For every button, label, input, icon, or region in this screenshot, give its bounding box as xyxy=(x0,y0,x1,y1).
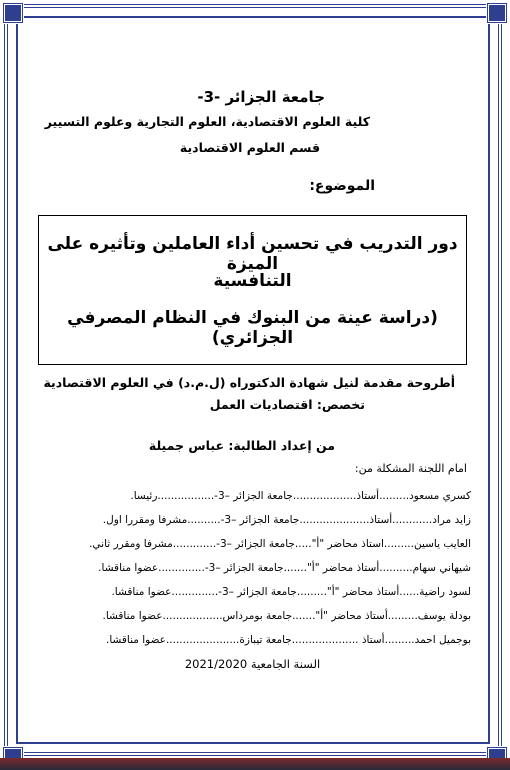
academic-year: السنة الجامعية 2021/2020 xyxy=(184,657,321,671)
jury-member: بوجميل احمد.........أستاذ ....................جامعة تيبازة......................عضوا مناقشا. xyxy=(105,634,471,646)
jury-member: شيهاني سهام..........أستاذ محاضر "أ".......جامعة الجزائر –3-..............عضوا مناقشا. xyxy=(98,562,471,574)
bottom-strip xyxy=(0,758,510,770)
title-line-1: دور التدريب في تحسين أداء العاملين وتأثيره على الميزة xyxy=(47,234,458,274)
faculty-name: كلية العلوم الاقتصادية، العلوم التجارية وعلوم التسيير xyxy=(44,114,370,129)
title-line-2: التنافسية xyxy=(213,271,292,291)
corner-ornament xyxy=(486,2,508,24)
university-name: جامعة الجزائر -3- xyxy=(197,88,325,106)
jury-member: لسود راضية......أستاذ محاضر "أ".........جامعة الجزائر –3-..............عضوا مناقشا. xyxy=(111,586,471,598)
specialization: تخصص: اقتصاديات العمل xyxy=(209,397,365,412)
jury-heading: امام اللجنة المشكلة من: xyxy=(354,462,467,475)
jury-member: بودلة يوسف.........أستاذ محاضر "أ".......جامعة بومرداس..................عضوا مناقشا. xyxy=(102,610,471,622)
thesis-statement: أطروحة مقدمة لنيل شهادة الدكتوراه (ل.م.د) في العلوم الاقتصادية xyxy=(43,375,455,390)
cover-page xyxy=(30,30,475,730)
title-line-3: (دراسة عينة من البنوك في النظام المصرفي الجزائري) xyxy=(67,308,438,348)
student-name: من إعداد الطالبة: عباس جميلة xyxy=(148,438,335,453)
corner-ornament xyxy=(2,2,24,24)
title-box xyxy=(38,215,467,365)
jury-member: العايب ياسين.........استاذ محاضر "أ".....جامعة الجزائر –3-.............مشرفا ومقرر ثاني. xyxy=(89,538,471,550)
jury-member: زايد مراد............أستاذ.....................جامعة الجزائر –3-..........مشرفا ومقررا اول. xyxy=(102,514,471,526)
jury-member: كسري مسعود.........أستاذ...................جامعة الجزائر –3-.................رئيسا. xyxy=(130,490,471,502)
subject-label: الموضوع: xyxy=(309,178,375,194)
department-name: قسم العلوم الاقتصادية xyxy=(179,140,320,155)
